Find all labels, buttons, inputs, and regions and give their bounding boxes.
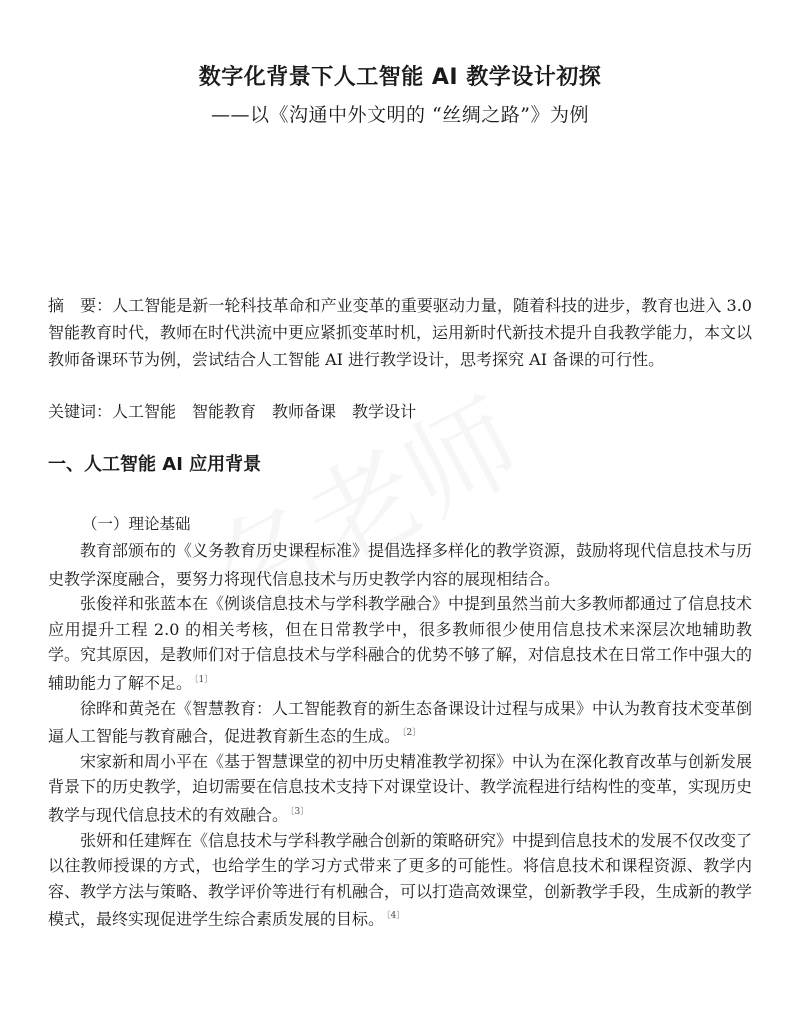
- paper-subtitle: ——以《沟通中外文明的 “丝绸之路”》为例: [211, 104, 589, 126]
- keyword: 人工智能: [112, 402, 177, 421]
- keyword: 智能教育: [192, 402, 257, 421]
- paragraph-text: 张俊祥和张蓝本在《例谈信息技术与学科教学融合》中提到虽然当前大多教师都通过了信息技术应用提升工程 2.0 的相关考核，但在日常教学中，很多教师很少使用信息技术来深层次地辅助教学。究其原因，是教师们对于信息技术与学科融合的优势不够了解，对信息技术在日常工作中强大的辅助能力了解不足。: [48, 594, 753, 693]
- abstract-label: 摘 要：: [48, 296, 113, 315]
- body-paragraph: [48, 696, 752, 749]
- body-paragraph: [48, 749, 752, 828]
- keyword: 教师备课: [272, 402, 337, 421]
- body-paragraph: [48, 538, 752, 591]
- citation-ref: 〔3〕: [290, 806, 310, 817]
- keywords: [48, 398, 432, 425]
- citation-ref: 〔4〕: [386, 911, 406, 922]
- body-paragraph: [48, 591, 752, 695]
- paragraph-text: 教育部颁布的《义务教育历史课程标准》提倡选择多样化的教学资源，鼓励将现代信息技术与历史教学深度融合，要努力将现代信息技术与历史教学内容的展现相结合。: [48, 541, 753, 588]
- citation-ref: 〔1〕: [194, 674, 214, 685]
- abstract-text: 人工智能是新一轮科技革命和产业变革的重要驱动力量，随着科技的进步，教育也进入 3.0 智能教育时代，教师在时代洪流中更应紧抓变革时机，运用新时代新技术提升自我教学能力，本文以教师备课环节为例，尝试结合人工智能 AI 进行教学设计，思考探究 AI 备课的可行性。: [48, 296, 753, 369]
- abstract: [48, 292, 752, 373]
- paragraph-text: 张妍和任建辉在《信息技术与学科教学融合创新的策略研究》中提到信息技术的发展不仅改变了以往教师授课的方式，也给学生的学习方式带来了更多的可能性。将信息技术和课程资源、教学内容、教学方法与策略、教学评价等进行有机融合，可以打造高效课堂，创新教学手段，生成新的教学模式，最终实现促进学生综合素质发展的目标。: [48, 830, 753, 929]
- keywords-label: 关键词：: [48, 402, 113, 421]
- paper-title: 数字化背景下人工智能 AI 教学设计初探: [198, 65, 602, 90]
- section-body: [48, 538, 752, 932]
- keyword: 教学设计: [352, 402, 417, 421]
- citation-ref: 〔2〕: [402, 728, 422, 739]
- subsection-heading: （一）理论基础: [82, 515, 191, 533]
- section-heading: 一、人工智能 AI 应用背景: [48, 454, 262, 475]
- body-paragraph: [48, 828, 752, 932]
- paragraph-text: 徐晔和黄尧在《智慧教育：人工智能教育的新生态备课设计过程与成果》中认为教育技术变革倒逼人工智能与教育融合，促进教育新生态的生成。: [48, 698, 753, 746]
- paragraph-text: 宋家新和周小平在《基于智慧课堂的初中历史精准教学初探》中认为在深化教育改革与创新发展背景下的历史教学，迫切需要在信息技术支持下对课堂设计、教学流程进行结构性的变革，实现历史教学与现代信息技术的有效融合。: [48, 751, 753, 825]
